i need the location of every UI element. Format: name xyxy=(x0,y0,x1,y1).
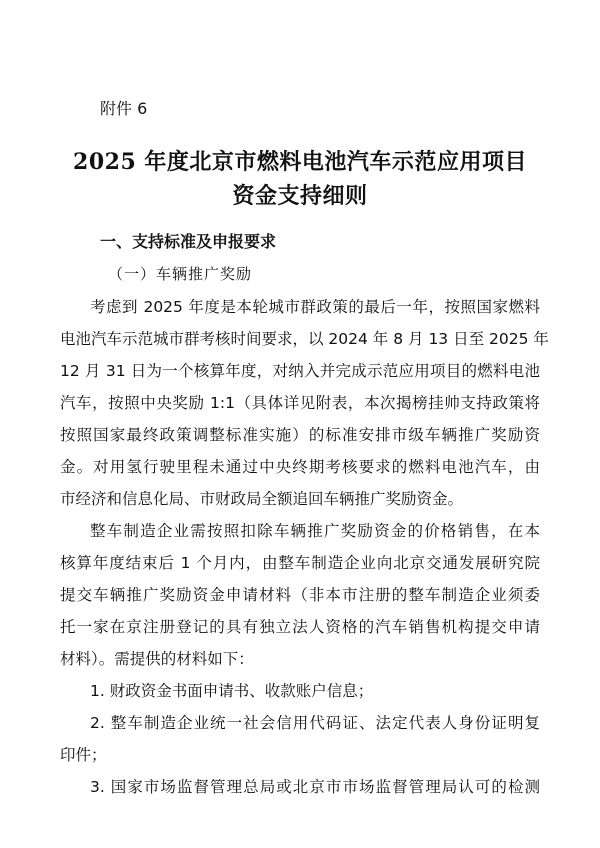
paragraph-1-line: 12 月 31 日为一个核算年度，对纳入并完成示范应用项目的燃料电池 xyxy=(60,362,540,380)
paragraph-2-line: 材料）。需提供的材料如下： xyxy=(60,650,254,668)
section-heading-1: 一、支持标准及申报要求 xyxy=(100,232,277,251)
list-item-2-line-2: 印件； xyxy=(60,746,107,764)
paragraph-1-line: 按照国家最终政策调整标准实施）的标准安排市级车辆推广奖励资 xyxy=(60,426,540,444)
paragraph-1-line: 电池汽车示范城市群考核时间要求，以 2024 年 8 月 13 日至 2025 年 xyxy=(60,330,549,348)
document-title-line-2: 资金支持细则 xyxy=(232,183,368,209)
paragraph-1-line: 考虑到 2025 年度是本轮城市群政策的最后一年，按照国家燃料 xyxy=(90,298,540,316)
paragraph-2-line: 托一家在京注册登记的具有独立法人资格的汽车销售机构提交申请 xyxy=(60,618,540,636)
list-item-1: 1. 财政资金书面申请书、收款账户信息； xyxy=(90,682,374,700)
paragraph-1-line: 金。对用氢行驶里程未通过中央终期考核要求的燃料电池汽车，由 xyxy=(60,458,540,476)
paragraph-1-line: 市经济和信息化局、市财政局全额追回车辆推广奖励资金。 xyxy=(60,490,464,508)
paragraph-2-line: 提交车辆推广奖励资金申请材料（非本市注册的整车制造企业须委 xyxy=(60,586,540,604)
document-title-line-1: 2025 年度北京市燃料电池汽车示范应用项目 xyxy=(73,149,527,175)
subsection-heading-1: （一）车辆推广奖励 xyxy=(108,265,253,283)
paragraph-2-line: 整车制造企业需按照扣除车辆推广奖励资金的价格销售，在本 xyxy=(90,522,540,540)
list-item-2-line-1: 2. 整车制造企业统一社会信用代码证、法定代表人身份证明复 xyxy=(90,714,540,732)
paragraph-2-line: 核算年度结束后 1 个月内，由整车制造企业向北京交通发展研究院 xyxy=(60,554,540,572)
attachment-label: 附件 6 xyxy=(100,99,148,118)
list-item-3: 3. 国家市场监督管理总局或北京市市场监督管理局认可的检测 xyxy=(90,778,540,796)
paragraph-1-line: 汽车，按照中央奖励 1:1（具体详见附表，本次揭榜挂帅支持政策将 xyxy=(60,394,540,412)
